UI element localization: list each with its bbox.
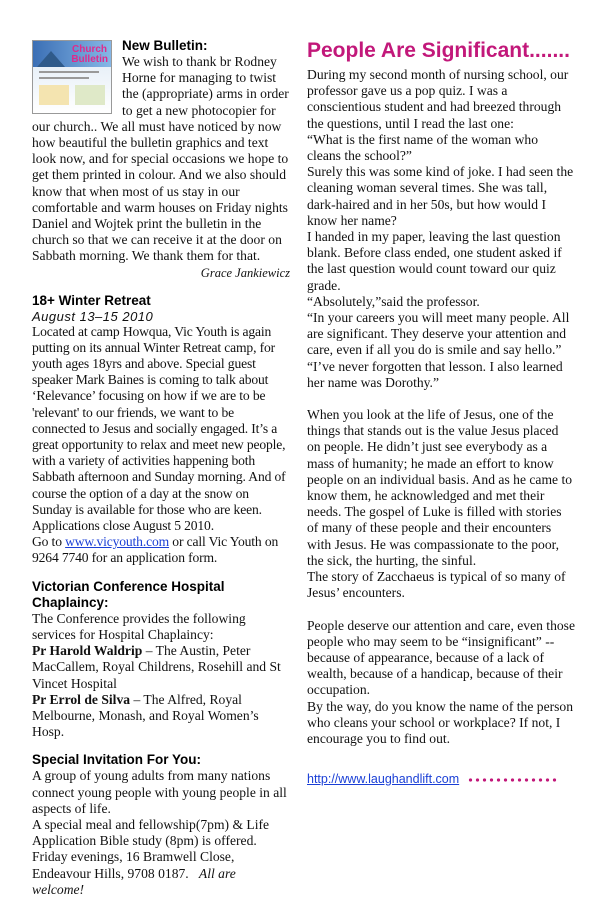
thumbnail-text-bulletin: Bulletin: [71, 54, 108, 65]
chaplain-name: Pr Errol de Silva: [32, 691, 131, 707]
article-paragraph: When you look at the life of Jesus, one of the things that stands out is the value Jesus placed on people. He didn’t just see everybody as a mass of humanity; he made an effort to know people on an individual basis. And as he came to know them, he acknowledged and met their needs. The gospel of Luke is filled with stories of many of these people and their encounters with Jesus. He was compassionate to the poor, the sick, the hurting, the sinful.: [307, 407, 573, 568]
right-column: [307, 38, 575, 747]
thumbnail-box: [75, 85, 105, 105]
winter-retreat-dates: August 13–15 2010: [32, 308, 154, 324]
footer: [307, 772, 557, 786]
hospital-chaplaincy-heading: Victorian Conference Hospital Chaplaincy:: [32, 578, 225, 610]
article-paragraph: “Absolutely,”said the professor.: [307, 293, 480, 309]
article-paragraph: Surely this was some kind of joke. I had seen the cleaning woman several times. She was tall, dark-haired and in her 50s, but how would I know her name?: [307, 164, 574, 228]
article-title: People Are Significant.......: [307, 39, 570, 62]
after-link-text: or call Vic Youth on 9264 7740 for an application form.: [32, 534, 279, 566]
chaplain-name: Pr Harold Waldrip: [32, 643, 143, 659]
vicyouth-link[interactable]: www.vicyouth.com: [65, 534, 170, 550]
go-to-text: Go to: [32, 534, 62, 550]
winter-retreat-text: Located at camp Howqua, Vic Youth is again putting on its annual Winter Retreat camp, for youth ages 18yrs and above. Special guest speaker Mark Baines is coming to talk about ‘Relevance’ focusing on how if we are to be 'relevant' to our friends, we want to be connected to Jesus and socially engaged. It’s a great opportunity to relax and meet new people, with a variety of activities happening both Sabbath afternoon and Sunday morning. And of course the option of a day at the snow on Sunday is available for those who are keen. Applications close August 5 2010.: [32, 323, 286, 534]
bulletin-signature: Grace Jankiewicz: [200, 265, 290, 280]
decorative-dots: [467, 777, 557, 783]
article-paragraph: By the way, do you know the name of the person who cleans your school or workplace? If not, I encourage you to find out.: [307, 698, 574, 746]
thumbnail-line: [39, 71, 99, 73]
chaplain-de-silva: [32, 692, 290, 741]
article-paragraph: I handed in my paper, leaving the last question blank. Before class ended, one student asked if the last question would count toward our quiz grade.: [307, 229, 562, 293]
hospital-intro: The Conference provides the following services for Hospital Chaplaincy:: [32, 610, 246, 642]
thumbnail-text-church: Church: [72, 44, 107, 55]
laughandlift-link[interactable]: http://www.laughandlift.com: [307, 772, 460, 786]
article-paragraph: “What is the first name of the woman who cleans the school?”: [307, 131, 539, 164]
left-column: [32, 38, 290, 898]
new-bulletin-heading: New Bulletin:: [122, 38, 208, 53]
invitation-text-3: [32, 849, 290, 898]
article-paragraph: People deserve our attention and care, even those people who may seem to be “insignificant” -- because of appearance, because of a lack of wealth, because of a handicap, because of their occupation.: [307, 617, 575, 698]
invitation-welcome: All are welcome!: [32, 865, 236, 897]
chaplain-hospitals: – The Austin, Peter MacCallem, Royal Childrens, Rosehill and St Vincet Hospital: [32, 643, 281, 691]
invitation-address: Friday evenings, 16 Bramwell Close, Endeavour Hills, 9708 0187.: [32, 849, 235, 881]
invitation-text-1: A group of young adults from many nations connect young people with young people in all aspects of life.: [32, 768, 287, 816]
chaplain-waldrip: [32, 643, 290, 692]
article-paragraph: During my second month of nursing school, our professor gave us a pop quiz. I was a conscientious student and had breezed through the questions, until I read the last one:: [307, 67, 569, 131]
thumbnail-box: [39, 85, 69, 105]
thumbnail-mountain-icon: [37, 51, 65, 67]
winter-retreat-heading: 18+ Winter Retreat: [32, 292, 151, 308]
bulletin-thumbnail: [32, 40, 112, 114]
thumbnail-line: [39, 77, 89, 79]
invitation-text-2: A special meal and fellowship(7pm) & Life Application Bible study (8pm) is offered.: [32, 816, 270, 849]
chaplain-hospitals: – The Alfred, Royal Melbourne, Monash, and Royal Women’s Hosp.: [32, 691, 259, 740]
special-invitation-heading: Special Invitation For You:: [32, 752, 202, 768]
article-paragraph: “In your careers you will meet many people. All are significant. They deserve your attention and care, even if all you do is smile and say hello.”: [307, 310, 570, 358]
winter-retreat-contact: [32, 534, 290, 566]
article-paragraph: The story of Zacchaeus is typical of so many of Jesus’ encounters.: [307, 569, 566, 601]
article-paragraph: “I’ve never forgotten that lesson. I also learned her name was Dorothy.”: [307, 358, 563, 390]
new-bulletin-text: We wish to thank br Rodney Horne for managing to twist the (appropriate) arms in order to get a new photocopier for our church.. We all must have noticed by now how beautiful the bulletin graphics and text look now, and for special occasions we hope to get them printed in colour. And we also should know that when most of us stay in our comfortable and warm houses on Friday nights Daniel and Wojtek print the bulletin in the church so that we can receive it at the door on Sabbath morning. We thank them for that.: [32, 54, 289, 264]
